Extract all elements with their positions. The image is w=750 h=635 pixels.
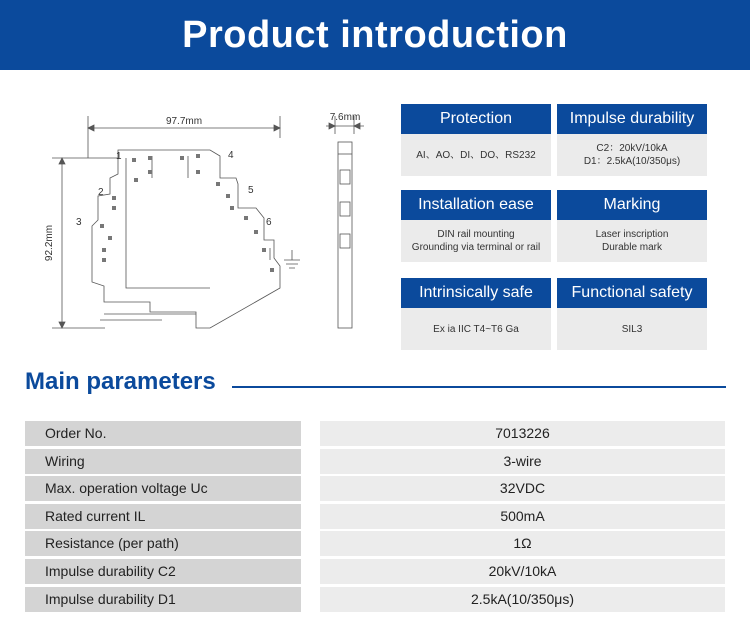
terminal-label-3: 3 xyxy=(76,217,82,228)
parameter-name: Order No. xyxy=(25,421,301,446)
parameter-name: Impulse durability D1 xyxy=(25,587,301,612)
feature-text: AI、AO、DI、DO、RS232 xyxy=(416,149,536,161)
terminal-label-6: 6 xyxy=(266,217,272,228)
parameter-value: 1Ω xyxy=(320,531,725,556)
feature-title: Functional safety xyxy=(557,278,707,308)
feature-text: Grounding via terminal or rail xyxy=(411,242,541,253)
terminal-label-2: 2 xyxy=(98,187,104,198)
depth-dimension-label: 7.6mm xyxy=(329,112,361,123)
parameter-name: Wiring xyxy=(25,449,301,474)
table-row xyxy=(25,504,725,529)
table-row xyxy=(25,587,725,612)
feature-title: Protection xyxy=(401,104,551,134)
parameter-name: Max. operation voltage Uc xyxy=(25,476,301,501)
feature-card-protection xyxy=(401,104,551,176)
feature-text: Durable mark xyxy=(601,242,663,253)
table-row xyxy=(25,476,725,501)
height-dimension-label: 92.2mm xyxy=(44,224,55,262)
product-dimension-drawing xyxy=(30,98,385,348)
feature-title: Marking xyxy=(557,190,707,220)
feature-text: C2：20kV/10kA xyxy=(596,143,668,154)
table-row xyxy=(25,449,725,474)
section-divider xyxy=(232,386,726,388)
feature-text: D1：2.5kA(10/350μs) xyxy=(583,156,681,167)
parameter-value: 3-wire xyxy=(320,449,725,474)
parameter-value: 20kV/10kA xyxy=(320,559,725,584)
feature-text: SIL3 xyxy=(621,323,643,335)
section-title-main-parameters: Main parameters xyxy=(25,368,216,395)
terminal-label-4: 4 xyxy=(228,150,234,161)
table-row xyxy=(25,421,725,446)
terminal-label-5: 5 xyxy=(248,185,254,196)
width-dimension-label: 97.7mm xyxy=(165,116,203,127)
feature-card-intrinsically-safe xyxy=(401,278,551,350)
feature-card-impulse-durability xyxy=(557,104,707,176)
parameter-value: 7013226 xyxy=(320,421,725,446)
page-title: Product introduction xyxy=(182,14,568,56)
feature-text: Laser inscription xyxy=(595,229,669,240)
parameter-value: 32VDC xyxy=(320,476,725,501)
feature-card-functional-safety xyxy=(557,278,707,350)
feature-card-marking xyxy=(557,190,707,262)
feature-text: Ex ia IIC T4~T6 Ga xyxy=(433,323,519,335)
parameter-name: Rated current IL xyxy=(25,504,301,529)
feature-text: DIN rail mounting xyxy=(437,229,515,240)
parameter-name: Resistance (per path) xyxy=(25,531,301,556)
parameter-name: Impulse durability C2 xyxy=(25,559,301,584)
parameters-table xyxy=(25,421,725,614)
header-banner xyxy=(0,0,750,70)
parameter-value: 2.5kA(10/350μs) xyxy=(320,587,725,612)
terminal-label-1: 1 xyxy=(116,151,122,162)
feature-title: Intrinsically safe xyxy=(401,278,551,308)
table-row xyxy=(25,531,725,556)
feature-title: Installation ease xyxy=(401,190,551,220)
parameter-value: 500mA xyxy=(320,504,725,529)
feature-title: Impulse durability xyxy=(557,104,707,134)
dimension-drawing-svg xyxy=(30,98,385,348)
table-row xyxy=(25,559,725,584)
feature-card-installation-ease xyxy=(401,190,551,262)
